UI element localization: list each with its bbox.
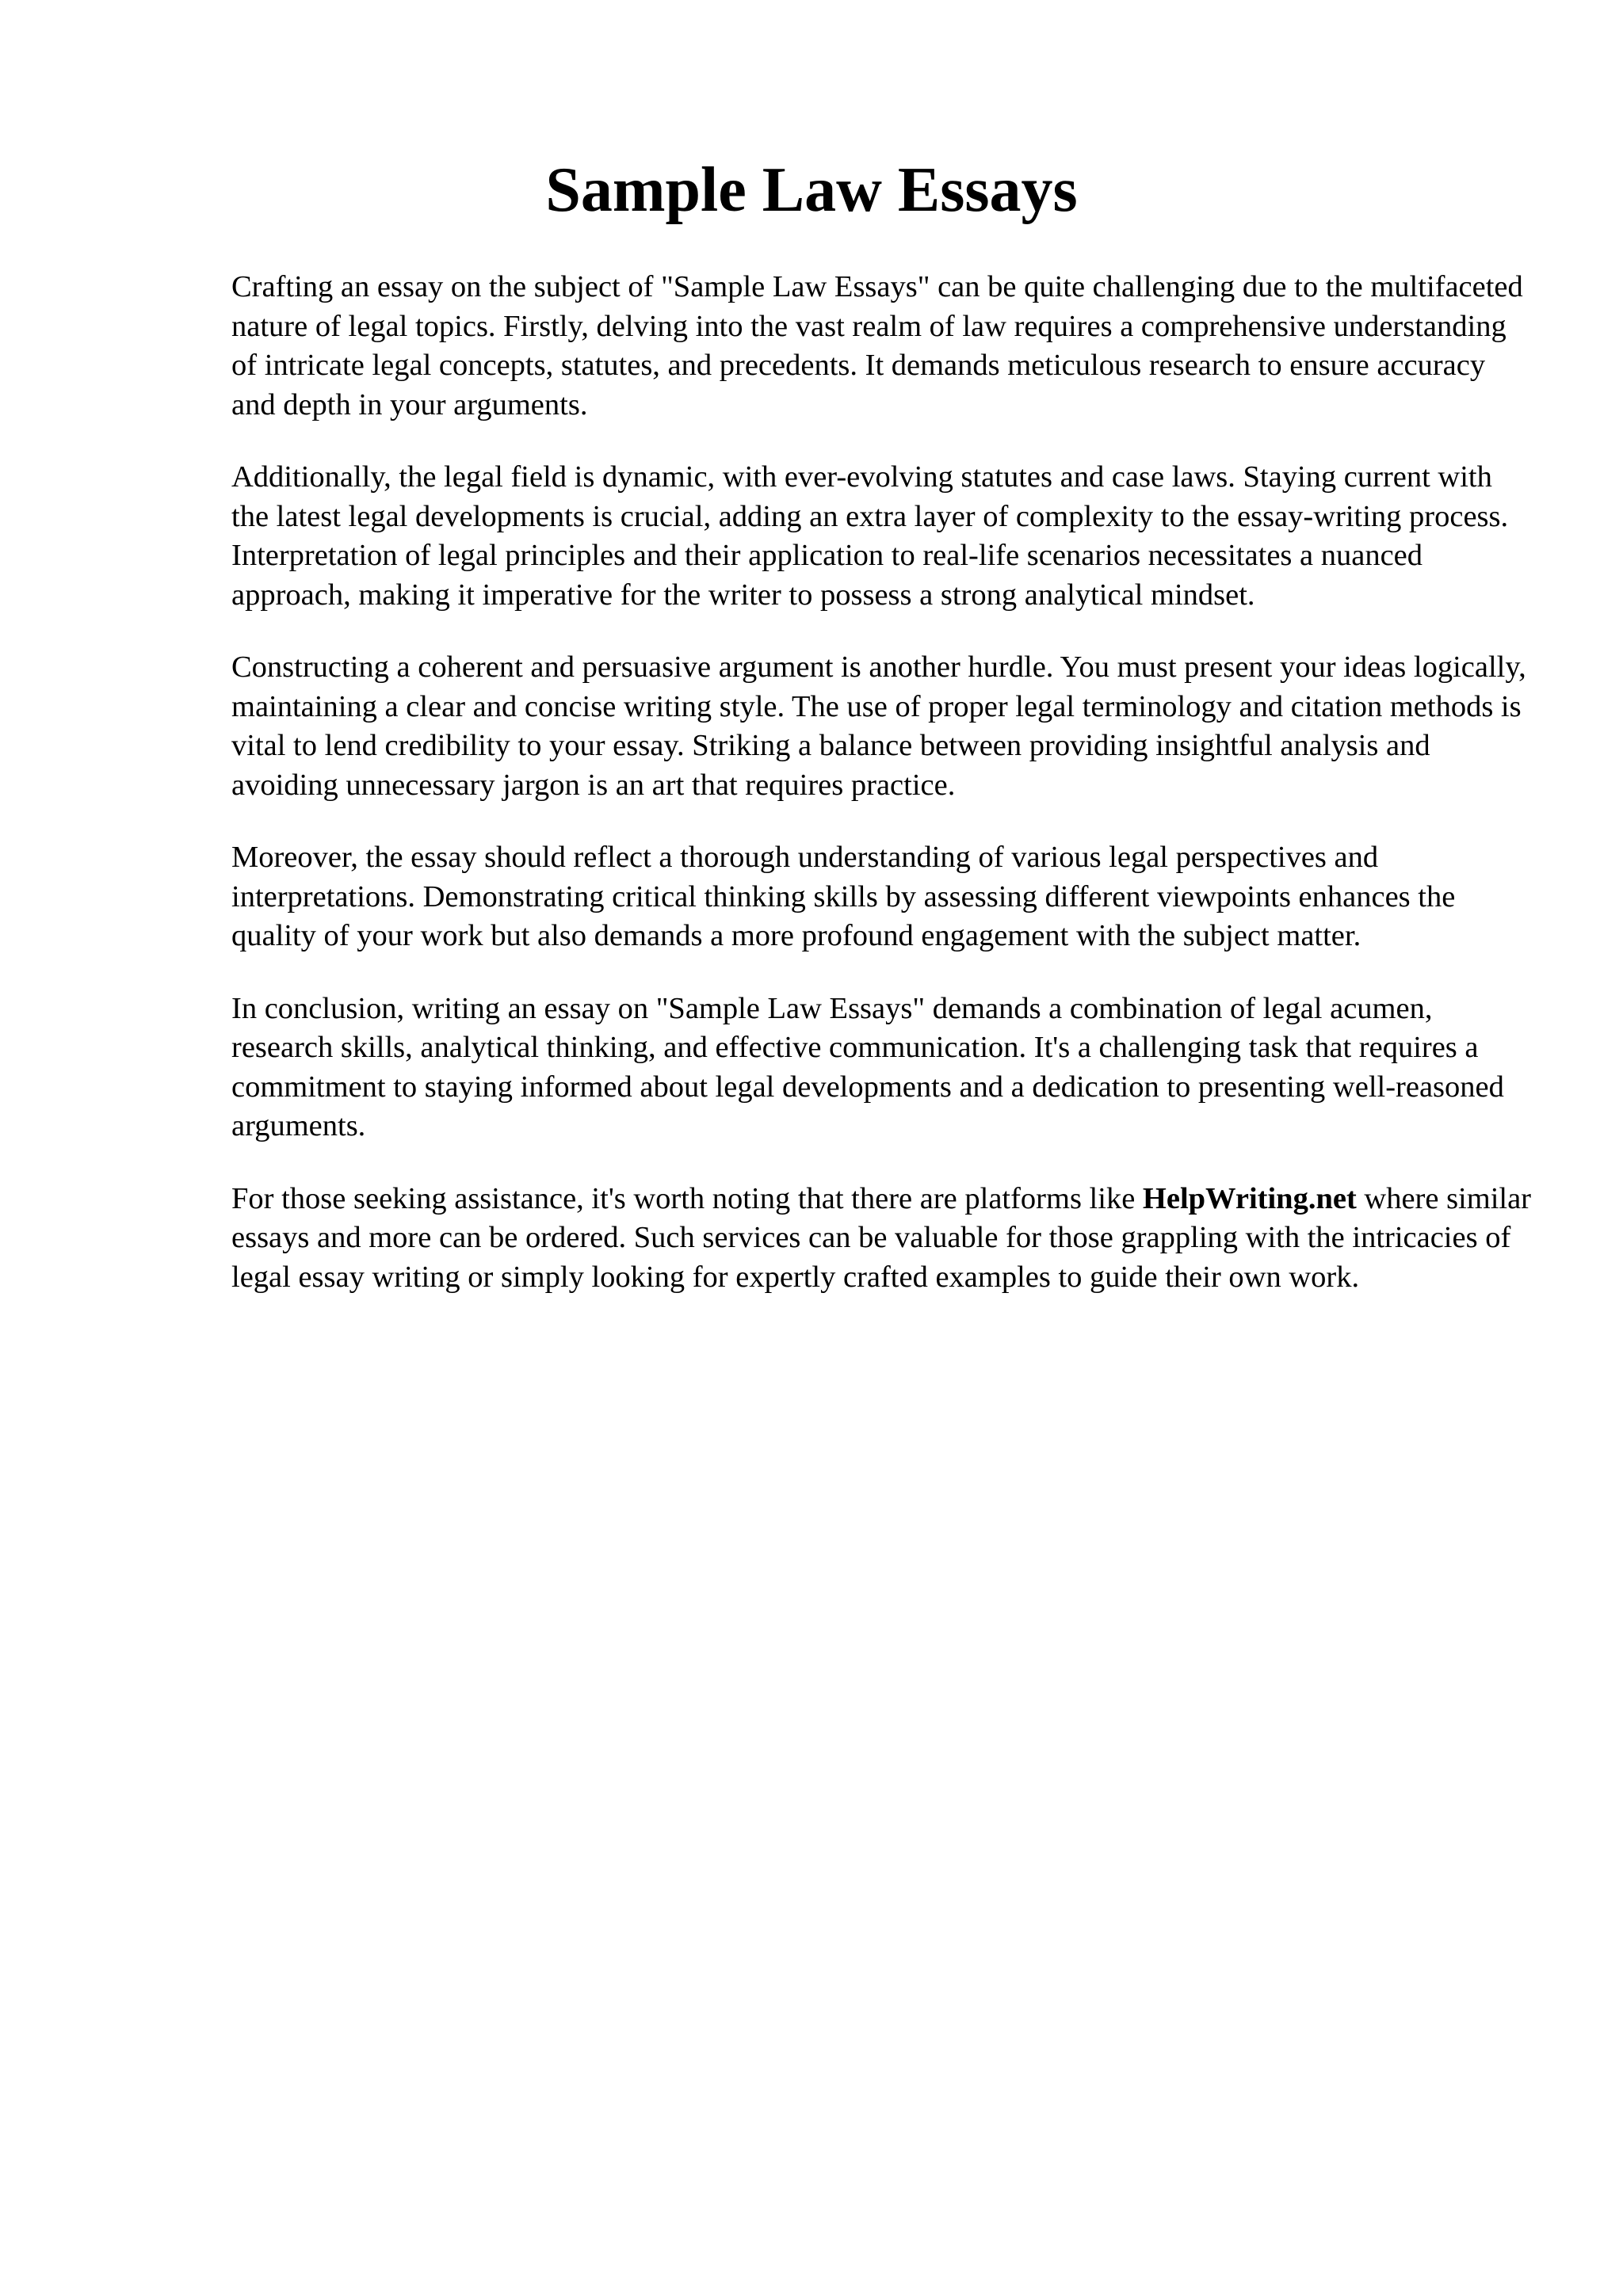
paragraph-1: Crafting an essay on the subject of "Sample Law Essays" can be quite challenging due to the multifaceted nature of legal topics. Firstly, delving into the vast realm of law requires a comprehensive understanding of intricate legal concepts, statutes, and precedents. It demands meticulous research to ensure accuracy and depth in your arguments. — [231, 270, 1523, 421]
helpwriting-link[interactable]: HelpWriting.net — [1142, 1181, 1357, 1215]
paragraph-4: Moreover, the essay should reflect a thorough understanding of various legal perspectives and interpretations. Demonstrating critical thinking skills by assessing different viewpoints enhances the quality of your work but also demands a more profound engagement with the subject matter. — [231, 841, 1456, 952]
paragraph-5: In conclusion, writing an essay on "Sample Law Essays" demands a combination of legal acumen, research skills, analytical thinking, and effective communication. It's a challenging task that requires a commitment to staying informed about legal developments and a dedication to presenting well-reasoned arguments. — [231, 991, 1504, 1142]
paragraph-3: Constructing a coherent and persuasive argument is another hurdle. You must present your ideas logically, maintaining a clear and concise writing style. The use of proper legal terminology and citation methods is vital to lend credibility to your essay. Striking a balance between providing insightful analysis and avoiding unnecessary jargon is an art that requires practice. — [231, 650, 1526, 802]
essay-body — [231, 268, 1531, 1330]
paragraph-6-intro: For those seeking assistance, it's worth noting that there are platforms like — [231, 1181, 1143, 1215]
paragraph-6-rest: where similar essays and more can be ordered. Such services can be valuable for those grappling with the intricacies of legal essay writing or simply looking for expertly crafted examples to guide their own work. — [231, 1181, 1531, 1294]
page-title: Sample Law Essays — [545, 155, 1078, 225]
paragraph-2: Additionally, the legal field is dynamic, with ever-evolving statutes and case laws. Staying current with the latest legal developments is crucial, adding an extra layer of complexity to the essay-writing process. Interpretation of legal principles and their application to real-life scenarios necessitates a nuanced approach, making it imperative for the writer to possess a strong analytical mindset. — [231, 460, 1509, 612]
paragraph-6 — [231, 1180, 1531, 1298]
